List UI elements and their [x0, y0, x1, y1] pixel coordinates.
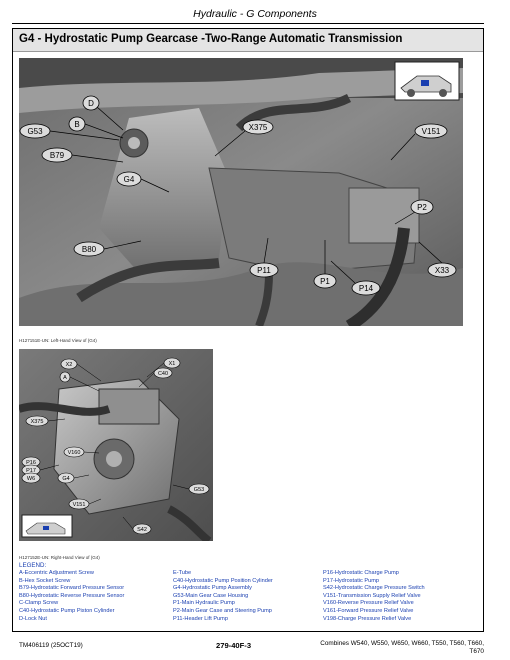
footer-models-line1: Combines W540, W550, W650, W660, T550, T560, T660, — [320, 640, 484, 647]
page-title: G4 - Hydrostatic Pump Gearcase -Two-Range Automatic Transmission — [19, 33, 403, 45]
legend-item: S42-Hydrostatic Charge Pressure Switch — [323, 585, 425, 592]
callout-b: B — [74, 120, 80, 129]
legend-item: B-Hex Socket Screw — [19, 577, 71, 584]
legend-item: P11-Header Lift Pump — [173, 615, 228, 622]
callout-w6: W6 — [26, 476, 36, 482]
legend-item: P2-Main Gear Case and Steering Pump — [173, 607, 272, 614]
legend-item: P16-Hydrostatic Charge Pump — [323, 570, 399, 576]
callout-x33: X33 — [434, 266, 450, 275]
callout-g53: G53 — [27, 127, 43, 136]
callout-v160: V160 — [67, 450, 81, 456]
figure-left-hand-view — [19, 58, 463, 326]
callout-x375: X375 — [248, 123, 268, 132]
callout-v151: V151 — [421, 127, 441, 136]
legend-item: V151-Transmission Supply Relief Valve — [323, 592, 421, 599]
legend-item: G4-Hydrostatic Pump Assembly — [173, 585, 252, 592]
legend-column-3 — [323, 570, 425, 623]
legend-item: A-Eccentric Adjustment Screw — [19, 570, 94, 576]
callout-x2: X2 — [65, 362, 73, 368]
callout-p1: P1 — [320, 277, 330, 286]
callout-p11: P11 — [257, 266, 271, 275]
callout-p16: P16 — [26, 460, 36, 466]
figure2-caption: H127152E-UN: Right-Hand View of (G4) — [19, 555, 100, 560]
legend-column-2 — [173, 570, 273, 623]
figure1-caption: H127151E-UN: Left-Hand View of (G4) — [19, 338, 97, 343]
legend-item: C40-Hydrostatic Pump Position Cylinder — [173, 577, 273, 584]
legend-item: C-Clamp Screw — [19, 600, 59, 607]
legend-item: E-Tube — [173, 570, 192, 576]
legend-column-1 — [19, 570, 124, 623]
footer-doc-id: TM406119 (25OCT19) — [19, 642, 83, 649]
figure-right-hand-view — [19, 349, 213, 541]
callout-b80: B80 — [81, 245, 97, 254]
callout-p14: P14 — [358, 284, 374, 293]
header-rule — [12, 23, 484, 24]
legend-item: B80-Hydrostatic Reverse Pressure Sensor — [19, 592, 125, 599]
legend-item: D-Lock Nut — [19, 615, 47, 622]
callout-p17: P17 — [26, 468, 36, 474]
callout-s42: S42 — [137, 527, 147, 533]
legend-item: V160-Reverse Pressure Relief Valve — [323, 600, 414, 607]
callout-d: D — [88, 99, 94, 108]
section-header: Hydraulic - G Components — [193, 8, 317, 20]
legend-title: LEGEND: — [19, 562, 47, 569]
callout-g4: G4 — [62, 476, 70, 482]
footer-models-line2: T670 — [469, 648, 484, 655]
callout-b79: B79 — [49, 151, 65, 160]
footer-page-number: 279-40F-3 — [216, 641, 252, 650]
callout-g53: G53 — [193, 487, 205, 493]
legend-item: P1-Main Hydraulic Pump — [173, 600, 235, 607]
callout-g4: G4 — [123, 175, 135, 184]
callout-x1: X1 — [168, 361, 176, 367]
callout-c40: C40 — [157, 371, 169, 377]
legend-item: G53-Main Gear Case Housing — [173, 592, 249, 599]
callout-p2: P2 — [417, 203, 427, 212]
callout-x375: X375 — [30, 419, 44, 425]
legend-item: V161-Forward Pressure Relief Valve — [323, 607, 414, 614]
legend-item: V198-Charge Pressure Relief Valve — [323, 615, 412, 622]
legend-item: P17-Hydrostatic Pump — [323, 577, 379, 584]
callout-a: A — [63, 375, 67, 381]
legend-item: B79-Hydrostatic Forward Pressure Sensor — [19, 585, 125, 592]
footer-models — [276, 640, 484, 656]
legend-item: C40-Hydrostatic Pump Piston Cylinder — [19, 607, 115, 614]
callout-v151: V151 — [72, 502, 86, 508]
